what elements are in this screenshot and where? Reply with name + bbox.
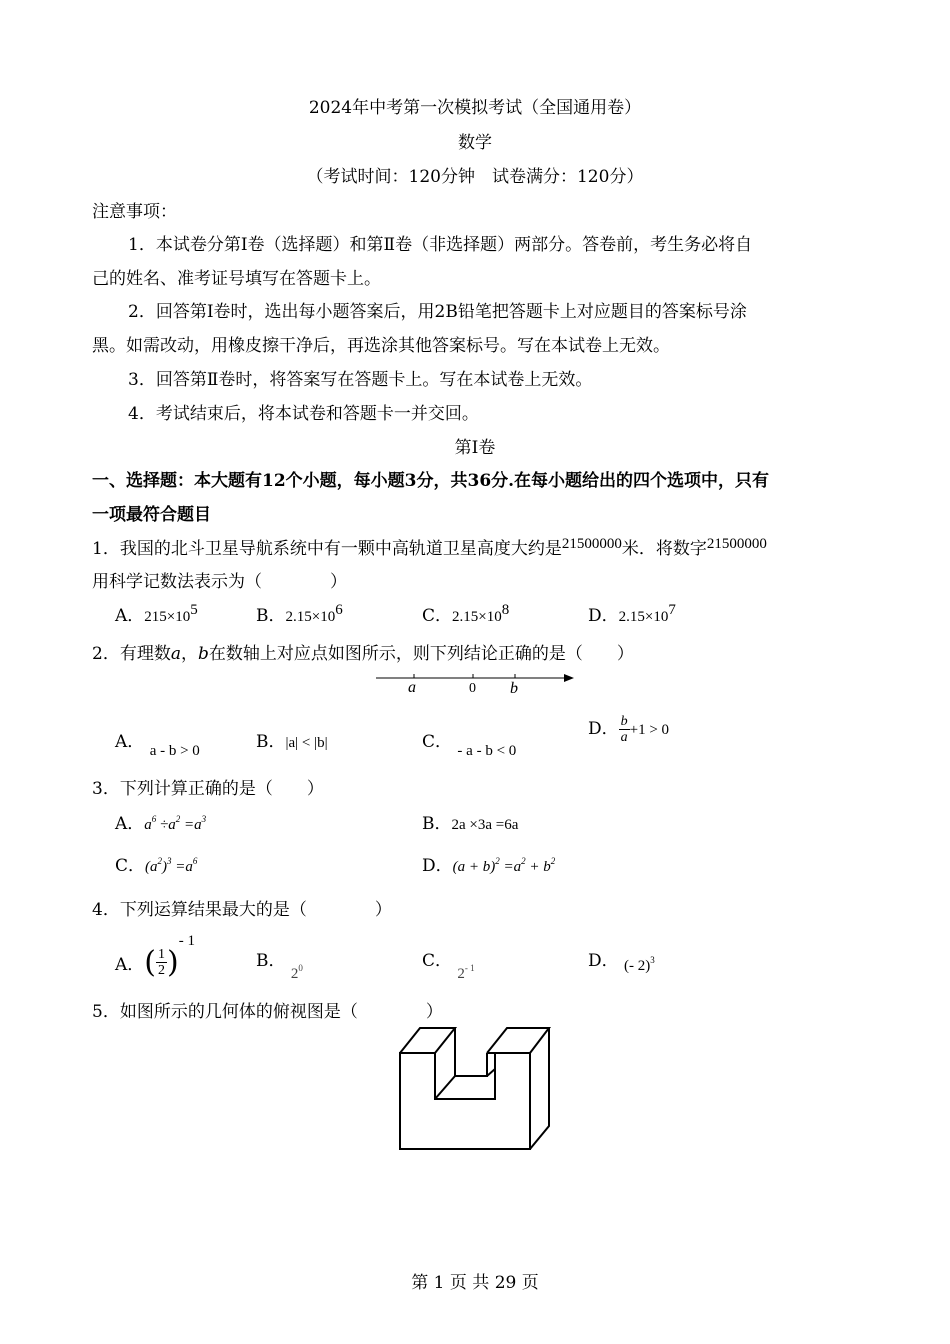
q3-option-a[interactable]: A．$a^6 \div a^2 =a^3$ — [115, 814, 207, 834]
q1-number-repeat: 21500000 — [706, 536, 767, 552]
notice-item-4: 4．考试结束后，将本试卷和答题卡一并交回。 — [128, 404, 479, 424]
q3-option-c[interactable]: C．$(a^2)^3 =a^6$ — [115, 856, 198, 876]
solid-figure — [395, 1024, 555, 1154]
question-2-stem: 2．有理数a，b在数轴上对应点如图所示，则下列结论正确的是（ ） — [92, 644, 634, 664]
q4-option-c[interactable]: C． $2^{- 1}$ — [422, 951, 475, 982]
question-5-stem: 5．如图所示的几何体的俯视图是（ ） — [92, 1002, 443, 1022]
part-title: 第Ⅰ卷 — [454, 438, 496, 458]
notice-item-2-line-2: 黑。如需改动，用橡皮擦干净后，再选涂其他答案标号。写在本试卷上无效。 — [92, 336, 670, 356]
q4-fraction: $\frac{1}{2}$ — [158, 947, 165, 978]
q2-option-d[interactable]: D． $\frac{b}{a}$ +1 > 0 — [588, 714, 670, 745]
q2-option-a[interactable]: A． a - b > 0 — [115, 732, 200, 759]
q1-option-c[interactable]: C．$2.15\times 10^8$ — [422, 602, 510, 626]
notice-item-2-line-1: 2．回答第Ⅰ卷时，选出每小题答案后，用2B铅笔把答题卡上对应题目的答案标号涂 — [128, 302, 747, 322]
question-4-stem: 4．下列运算结果最大的是（ ） — [92, 900, 392, 920]
q2-fraction: $\frac{b}{a}$ — [620, 714, 628, 745]
q4-option-d[interactable]: D． (- 2)$^3$ — [588, 951, 655, 974]
notice-item-3: 3．回答第Ⅱ卷时，将答案写在答题卡上。写在本试卷上无效。 — [128, 370, 593, 390]
question-1-line-2: 用科学记数法表示为（ ） — [92, 572, 347, 592]
section-heading-line-1: 一、选择题：本大题有12个小题，每小题3分，共36分.在每小题给出的四个选项中，只有 — [92, 471, 770, 491]
q4-option-b[interactable]: B． $2^0$ — [256, 951, 303, 982]
exam-info: （考试时间：120分钟 试卷满分：120分） — [306, 167, 644, 187]
number-line-label-b: b — [510, 680, 518, 697]
subject-title: 数学 — [458, 133, 492, 153]
notice-item-1-line-1: 1．本试卷分第Ⅰ卷（选择题）和第Ⅱ卷（非选择题）两部分。答卷前，考生务必将自 — [128, 235, 753, 255]
question-1-stem: 1．我国的北斗卫星导航系统中有一颗中高轨道卫星高度大约是21500000米．将数字21500000 — [92, 536, 767, 559]
q1-number: 21500000 — [561, 536, 622, 552]
q3-option-b[interactable]: B．2a ×3a =6a — [422, 814, 519, 834]
notice-heading: 注意事项： — [92, 202, 177, 222]
number-line-label-a: a — [408, 679, 416, 696]
q1-option-a[interactable]: A．$215\times 10^5$ — [115, 602, 198, 626]
question-3-stem: 3．下列计算正确的是（ ） — [92, 779, 324, 799]
notice-item-1-line-2: 己的姓名、准考证号填写在答题卡上。 — [92, 269, 381, 289]
q2-option-b[interactable]: B．|a| < |b| — [256, 732, 328, 752]
q1-option-b[interactable]: B．$2.15\times 10^6$ — [256, 602, 343, 626]
q1-option-d[interactable]: D．$2.15\times 10^7$ — [588, 602, 676, 626]
section-heading-line-2: 一项最符合题目 — [92, 505, 211, 525]
q2-option-c[interactable]: C． - a - b < 0 — [422, 732, 517, 759]
q3-option-d[interactable]: D．$(a + b)^2 =a^2 + b^2$ — [422, 856, 556, 876]
number-line-label-zero: 0 — [469, 681, 476, 696]
q4-option-a[interactable]: A．( $\frac{1}{2}$ )$^{- 1}$ — [115, 933, 195, 980]
exam-title: 2024年中考第一次模拟考试（全国通用卷） — [308, 98, 642, 118]
page-footer: 第 1 页 共 29 页 — [411, 1273, 539, 1293]
